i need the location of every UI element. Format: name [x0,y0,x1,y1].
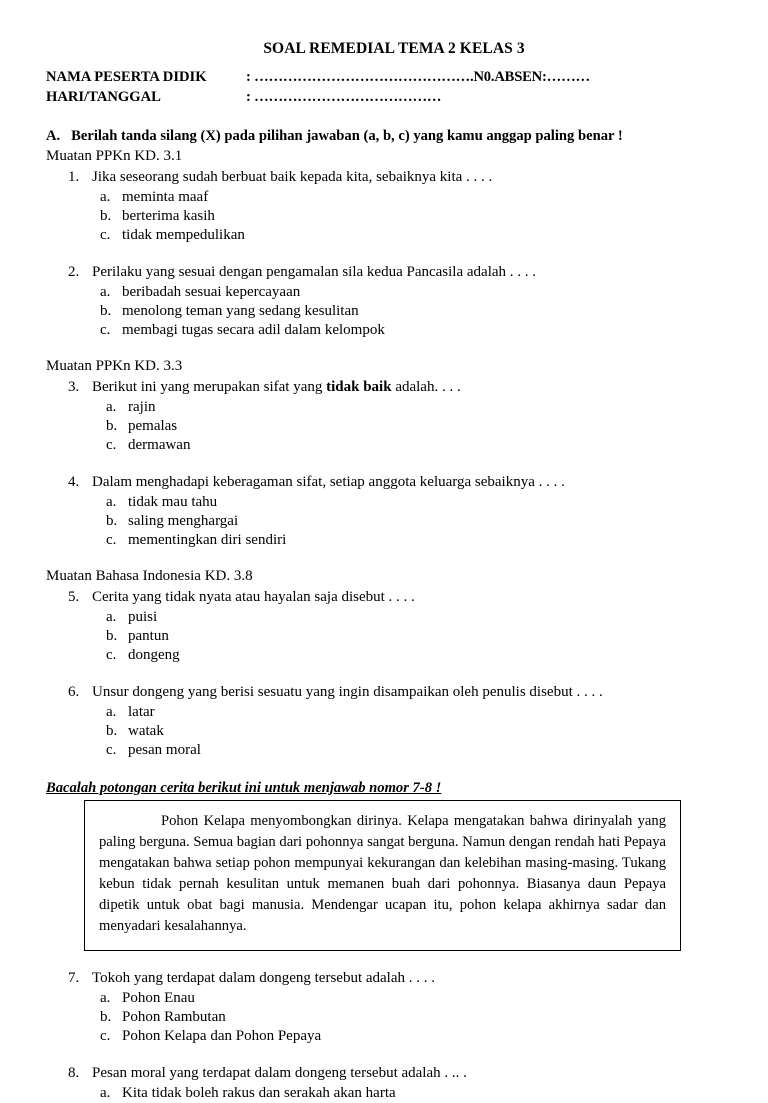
option-item[interactable] [0,608,768,627]
option-key: c. [106,742,117,758]
option-item[interactable] [0,646,768,665]
question-3-stem [0,378,768,397]
question-7-text: Tokoh yang terdapat dalam dongeng tersebut adalah . . . . [92,970,436,986]
passage-text: Pohon Kelapa menyombongkan dirinya. Kelapa mengatakan bahwa dirinyalah yang paling berguna. Semua bagian dari pohonnya sangat berguna. Namun dengan rendah hati Pepaya mengatakan bahwa setiap pohon mempunyai kekurangan dan kelebihan masing-masing. Tukang kebun tidak pernah kesulitan untuk memanen buah dari pohonnya. Biasanya daun Pepaya dipetik untuk obat bagi manusia. Mendengar ucapan itu, pohon kelapa akhirnya sadar dan menyadari kesalahannya. [84,800,681,951]
muatan-bahasa-indonesia-3-8: Muatan Bahasa Indonesia KD. 3.8 [46,568,253,584]
option-label: rajin [128,399,156,415]
option-key: b. [100,1009,112,1025]
option-key: b. [106,418,118,434]
option-item[interactable] [0,627,768,646]
option-key: a. [106,704,117,720]
question-1-number: 1. [68,169,80,185]
option-item[interactable] [0,1008,768,1027]
option-item[interactable] [0,512,768,531]
question-8 [0,1064,768,1103]
question-4-options [0,493,768,550]
option-key: b. [106,723,118,739]
question-4-stem [0,473,768,492]
question-3-text-pre: Berikut ini yang merupakan sifat yang [92,379,327,395]
option-key: c. [106,647,117,663]
option-key: b. [100,208,112,224]
question-3 [0,378,768,455]
option-item[interactable] [0,703,768,722]
question-5-stem [0,588,768,607]
option-item[interactable] [0,741,768,760]
option-key: c. [100,1028,111,1044]
muatan-ppkn-3-1: Muatan PPKn KD. 3.1 [46,148,183,164]
question-5-options [0,608,768,665]
question-3-number: 3. [68,379,80,395]
option-key: a. [106,399,117,415]
date-row [46,87,768,107]
question-1 [0,168,768,245]
option-label: Kita tidak boleh rakus dan serakah akan harta [122,1085,396,1101]
option-key: a. [100,990,111,1006]
question-7 [0,969,768,1046]
question-8-options [0,1084,768,1103]
question-7-stem [0,969,768,988]
question-6 [0,683,768,760]
identity-block [0,67,768,107]
option-item[interactable] [0,302,768,321]
option-item[interactable] [0,283,768,302]
option-label: beribadah sesuai kepercayaan [122,284,301,300]
option-key: b. [100,303,112,319]
question-3-options [0,398,768,455]
student-name-label: NAMA PESERTA DIDIK [46,69,207,85]
option-key: a. [106,609,117,625]
question-6-options [0,703,768,760]
option-key: b. [106,628,118,644]
option-label: menolong teman yang sedang kesulitan [122,303,359,319]
passage-heading-wrap [0,760,768,797]
option-label: pemalas [128,418,178,434]
date-field[interactable]: : ………………………………… [246,89,442,105]
question-2-text: Perilaku yang sesuai dengan pengamalan sila kedua Pancasila adalah . . . . [92,264,537,280]
option-item[interactable] [0,226,768,245]
question-3-text [92,378,768,397]
date-label: HARI/TANGGAL [46,89,161,105]
option-label: latar [128,704,155,720]
question-3-text-emphasis: tidak baik [326,379,392,395]
question-4-number: 4. [68,474,80,490]
question-2 [0,263,768,340]
option-item[interactable] [0,493,768,512]
question-5 [0,588,768,665]
question-8-stem [0,1064,768,1083]
question-1-stem [0,168,768,187]
question-7-number: 7. [68,970,80,986]
page-title: SOAL REMEDIAL TEMA 2 KELAS 3 [263,40,525,57]
option-label: pantun [128,628,169,644]
student-name-field[interactable]: : ……………………………………….N0.ABSEN:……… [246,69,590,85]
option-item[interactable] [0,417,768,436]
option-item[interactable] [0,722,768,741]
option-label: membagi tugas secara adil dalam kelompok [122,322,385,338]
option-key: a. [100,284,111,300]
option-label: watak [128,723,164,739]
option-item[interactable] [0,398,768,417]
muatan-ppkn-3-3: Muatan PPKn KD. 3.3 [46,358,183,374]
question-6-stem [0,683,768,702]
option-label: dermawan [128,437,191,453]
option-key: c. [100,322,111,338]
question-7-options [0,989,768,1046]
option-item[interactable] [0,531,768,550]
option-item[interactable] [0,1084,768,1103]
option-label: berterima kasih [122,208,215,224]
question-4-text: Dalam menghadapi keberagaman sifat, setiap anggota keluarga sebaiknya . . . . [92,474,565,490]
option-item[interactable] [0,207,768,226]
option-label: meminta maaf [122,189,209,205]
passage-heading: Bacalah potongan cerita berikut ini untuk menjawab nomor 7-8 ! [46,780,442,796]
question-1-text: Jika seseorang sudah berbuat baik kepada kita, sebaiknya kita . . . . [92,169,493,185]
option-item[interactable] [0,1027,768,1046]
option-key: c. [100,227,111,243]
option-key: b. [106,513,118,529]
question-1-options [0,188,768,245]
option-label: pesan moral [128,742,201,758]
option-item[interactable] [0,989,768,1008]
option-label: dongeng [128,647,180,663]
option-label: Pohon Rambutan [122,1009,226,1025]
option-key: c. [106,437,117,453]
option-label: puisi [128,609,158,625]
option-label: tidak mau tahu [128,494,218,510]
option-key: a. [100,1085,111,1101]
option-label: mementingkan diri sendiri [128,532,287,548]
option-item[interactable] [0,188,768,207]
question-2-options [0,283,768,340]
option-key: c. [106,532,117,548]
option-item[interactable] [0,436,768,455]
section-a-instruction: A. Berilah tanda silang (X) pada pilihan jawaban (a, b, c) yang kamu anggap paling benar ! [46,128,623,144]
option-label: Pohon Kelapa dan Pohon Pepaya [122,1028,322,1044]
question-6-text: Unsur dongeng yang berisi sesuatu yang ingin disampaikan oleh penulis disebut . . . . [92,684,603,700]
question-3-text-post: adalah. . . . [391,379,461,395]
question-8-text: Pesan moral yang terdapat dalam dongeng tersebut adalah . .. . [92,1065,467,1081]
passage-container [0,800,768,951]
option-item[interactable] [0,321,768,340]
option-label: saling menghargai [128,513,239,529]
option-key: a. [100,189,111,205]
option-label: tidak mempedulikan [122,227,245,243]
question-2-stem [0,263,768,282]
question-8-number: 8. [68,1065,80,1081]
question-5-number: 5. [68,589,80,605]
option-label: Pohon Enau [122,990,195,1006]
option-key: a. [106,494,117,510]
question-5-text: Cerita yang tidak nyata atau hayalan saja disebut . . . . [92,589,415,605]
question-4 [0,473,768,550]
question-6-number: 6. [68,684,80,700]
student-name-row [46,67,768,87]
question-2-number: 2. [68,264,80,280]
